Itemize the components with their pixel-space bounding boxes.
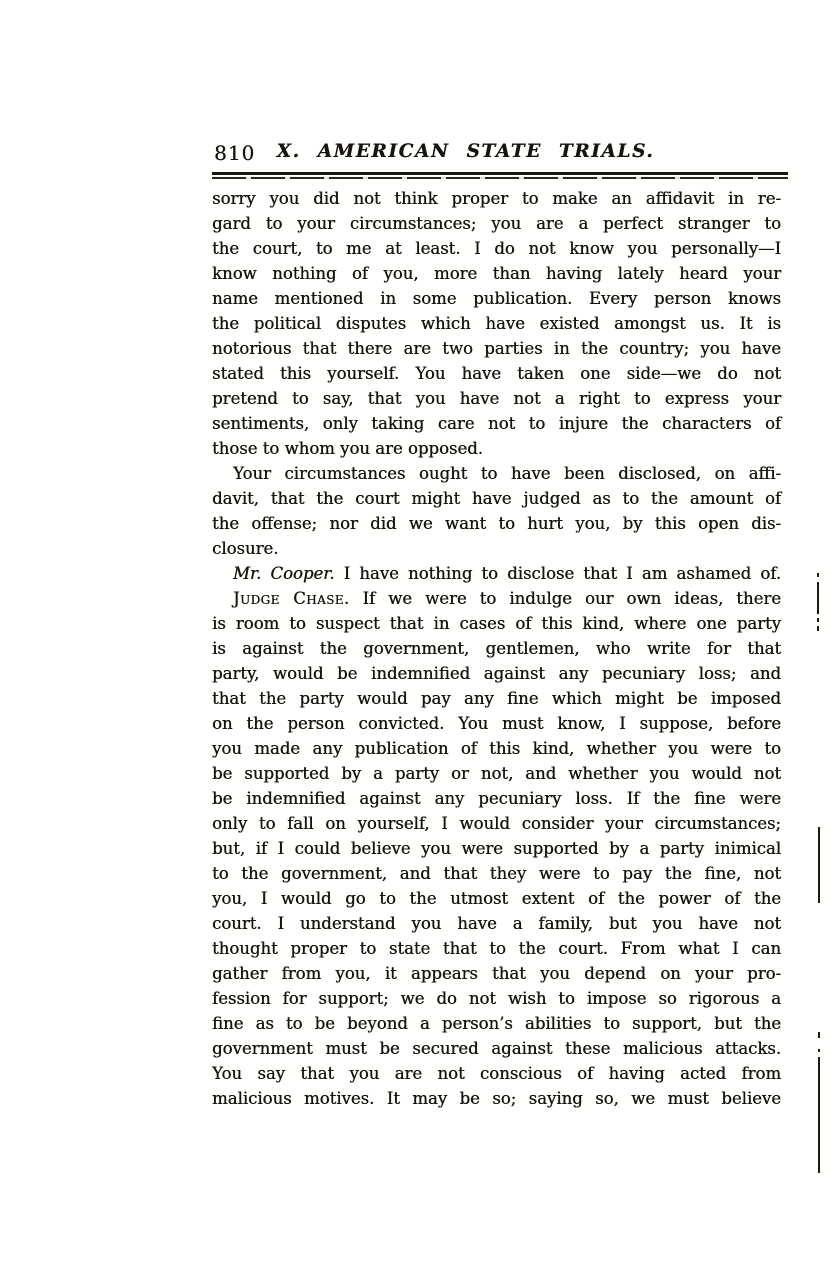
text-line: malicious motives. It may be so; saying so, we must believe	[212, 1089, 781, 1108]
text-line: pretend to say, that you have not a right to express your	[212, 389, 781, 408]
text-line: davit, that the court might have judged as to the amount of	[212, 489, 781, 508]
text-line: know nothing of you, more than having lately heard your	[212, 264, 781, 283]
text-line: fine as to be beyond a person’s abilities to support, but the	[212, 1014, 781, 1033]
text-line: fession for support; we do not wish to impose so rigorous a	[212, 989, 781, 1008]
text-line: that the party would pay any fine which might be imposed	[212, 689, 781, 708]
text-line: to the government, and that they were to pay the fine, not	[212, 864, 781, 883]
text-line: gard to your circumstances; you are a perfect stranger to	[212, 214, 781, 233]
speaker-name: Judge Chase.	[233, 589, 350, 608]
margin-pen-mark	[818, 1032, 820, 1038]
text-line: you made any publication of this kind, whether you were to	[212, 739, 781, 758]
text-line: sentiments, only taking care not to injure the characters of	[212, 414, 781, 433]
margin-pen-mark	[817, 618, 819, 622]
text-line: gather from you, it appears that you depend on your pro-	[212, 964, 781, 983]
text-line: closure.	[212, 539, 279, 558]
text-line: those to whom you are opposed.	[212, 439, 483, 458]
text-line: sorry you did not think proper to make an affidavit in re-	[212, 189, 781, 208]
text-line: You say that you are not conscious of having acted from	[212, 1064, 781, 1083]
header-rule-bottom	[212, 177, 788, 179]
margin-pen-mark	[818, 1057, 820, 1173]
text-line: be supported by a party or not, and whether you would not	[212, 764, 781, 783]
text-line: be indemnified against any pecuniary loss. If the fine were	[212, 789, 781, 808]
text-block	[212, 186, 781, 1111]
text-line: court. I understand you have a family, but you have not	[212, 914, 781, 933]
running-title: X. AMERICAN STATE TRIALS.	[276, 141, 655, 162]
text-line: is room to suspect that in cases of this kind, where one party	[212, 614, 781, 633]
page-number: 810	[214, 141, 256, 165]
text-line: is against the government, gentlemen, who write for that	[212, 639, 781, 658]
text-line: the court, to me at least. I do not know you personally—I	[212, 239, 781, 258]
text-line: you, I would go to the utmost extent of the power of the	[212, 889, 781, 908]
text-line: thought proper to state that to the court. From what I can	[212, 939, 781, 958]
text-line: on the person convicted. You must know, I suppose, before	[212, 714, 781, 733]
text-line: but, if I could believe you were supported by a party inimical	[212, 839, 781, 858]
speaker-name: Mr. Cooper.	[233, 564, 335, 583]
margin-pen-mark	[817, 582, 819, 614]
text-line: notorious that there are two parties in the country; you have	[212, 339, 781, 358]
margin-pen-mark	[818, 1049, 820, 1052]
margin-pen-mark	[817, 626, 819, 631]
text-line: government must be secured against these malicious attacks.	[212, 1039, 781, 1058]
text-line: name mentioned in some publication. Every person knows	[212, 289, 781, 308]
page-header	[212, 141, 787, 167]
margin-pen-mark	[818, 827, 820, 903]
text-line: the political disputes which have existed amongst us. It is	[212, 314, 781, 333]
text-line: the offense; nor did we want to hurt you, by this open dis-	[212, 514, 781, 533]
text-line: only to fall on yourself, I would consider your circumstances;	[212, 814, 781, 833]
header-rule	[212, 172, 788, 179]
text-line: stated this yourself. You have taken one side—we do not	[212, 364, 781, 383]
text-line: Judge Chase. If we were to indulge our own ideas, there	[233, 589, 781, 608]
text-line: party, would be indemnified against any pecuniary loss; and	[212, 664, 781, 683]
margin-pen-mark	[817, 573, 819, 577]
text-line: Your circumstances ought to have been disclosed, on affi-	[233, 464, 781, 483]
text-line: Mr. Cooper. I have nothing to disclose that I am ashamed of.	[233, 564, 781, 583]
header-rule-top	[212, 172, 788, 175]
